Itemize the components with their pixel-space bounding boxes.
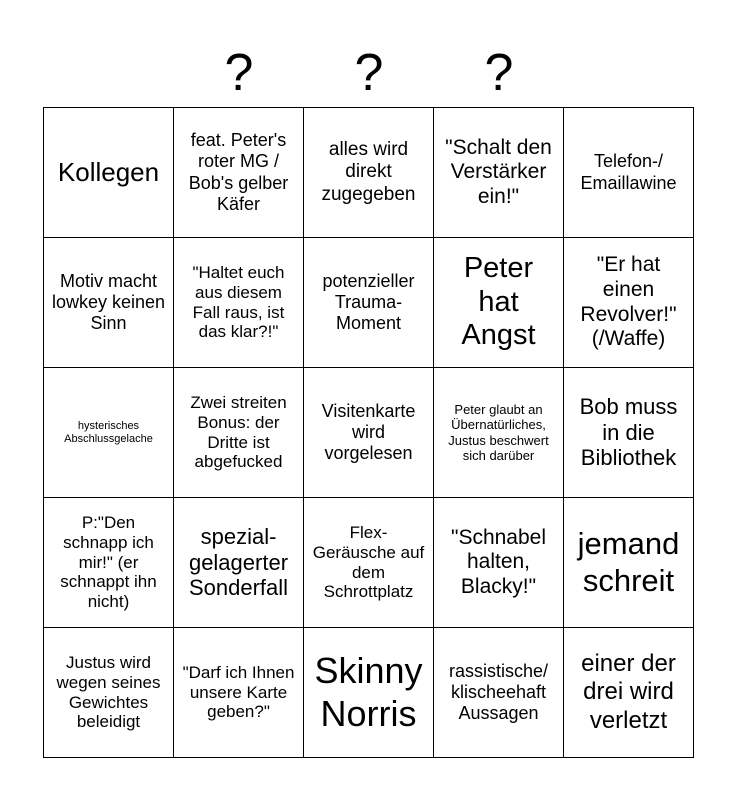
cell-text: potenzieller Trauma-Moment <box>322 270 415 334</box>
cell-text: "Haltet euch aus diesem Fall raus, ist das klar?!" <box>192 262 285 342</box>
cell-text: Kollegen <box>57 157 160 188</box>
bingo-cell[interactable] <box>174 498 304 628</box>
cell-text: "Schnabel halten, Blacky!" <box>450 525 547 598</box>
bingo-cell[interactable] <box>304 108 434 238</box>
bingo-cell[interactable] <box>174 368 304 498</box>
cell-text: Zwei streiten Bonus: der Dritte ist abgefucked <box>190 392 287 472</box>
bingo-cell[interactable] <box>44 368 174 498</box>
bingo-cell[interactable] <box>174 238 304 368</box>
cell-text: hysterisches Abschlussgelache <box>64 419 153 445</box>
bingo-cell[interactable] <box>434 628 564 758</box>
cell-text: spezial-gelagerter Sonderfall <box>188 523 289 601</box>
bingo-cell[interactable] <box>564 498 694 628</box>
bingo-cell[interactable] <box>564 238 694 368</box>
question-mark: ? <box>354 44 384 102</box>
bingo-cell[interactable] <box>564 628 694 758</box>
cell-text: Telefon-/ Emaillawine <box>580 151 677 193</box>
bingo-grid <box>43 107 694 758</box>
cell-text: Peter glaubt an Übernatürliches, Justus beschwert sich darüber <box>448 402 549 463</box>
bingo-cell[interactable] <box>434 498 564 628</box>
bingo-cell[interactable] <box>304 238 434 368</box>
cell-text: Bob muss in die Bibliothek <box>579 393 678 471</box>
bingo-cell[interactable] <box>44 498 174 628</box>
bingo-cell[interactable] <box>304 498 434 628</box>
question-mark: ? <box>484 44 514 102</box>
cell-text: Visitenkarte wird vorgelesen <box>321 400 416 464</box>
cell-text: "Schalt den Verstärker ein!" <box>445 135 552 208</box>
board-header <box>44 40 694 106</box>
bingo-cell[interactable] <box>44 628 174 758</box>
bingo-cell[interactable] <box>304 368 434 498</box>
bingo-cell[interactable] <box>304 628 434 758</box>
cell-text: Flex-Geräusche auf dem Schrottplatz <box>312 522 425 602</box>
cell-text: "Er hat einen Revolver!" (/Waffe) <box>580 253 677 351</box>
cell-text: rassistische/ klischeehaft Aussagen <box>448 660 549 724</box>
cell-text: P:"Den schnapp ich mir!" (er schnappt ihn nicht) <box>60 512 157 612</box>
cell-text: feat. Peter's roter MG / Bob's gelber Käfer <box>188 130 289 214</box>
bingo-cell[interactable] <box>434 238 564 368</box>
cell-text: Justus wird wegen seines Gewichtes beleidigt <box>56 652 161 732</box>
bingo-cell[interactable] <box>434 368 564 498</box>
cell-text: "Darf ich Ihnen unsere Karte geben?" <box>182 662 295 722</box>
bingo-cell[interactable] <box>434 108 564 238</box>
bingo-cell[interactable] <box>174 108 304 238</box>
bingo-cell[interactable] <box>44 108 174 238</box>
cell-text: Motiv macht lowkey keinen Sinn <box>51 270 166 334</box>
bingo-cell[interactable] <box>44 238 174 368</box>
cell-text: jemand schreit <box>577 526 680 598</box>
cell-text: Skinny Norris <box>314 650 423 734</box>
bingo-cell[interactable] <box>564 368 694 498</box>
cell-text: einer der drei wird verletzt <box>581 650 676 734</box>
bingo-cell[interactable] <box>564 108 694 238</box>
question-mark: ? <box>224 44 254 102</box>
cell-text: alles wird direkt zugegeben <box>321 139 416 205</box>
cell-text: Peter hat Angst <box>461 251 536 352</box>
bingo-cell[interactable] <box>174 628 304 758</box>
